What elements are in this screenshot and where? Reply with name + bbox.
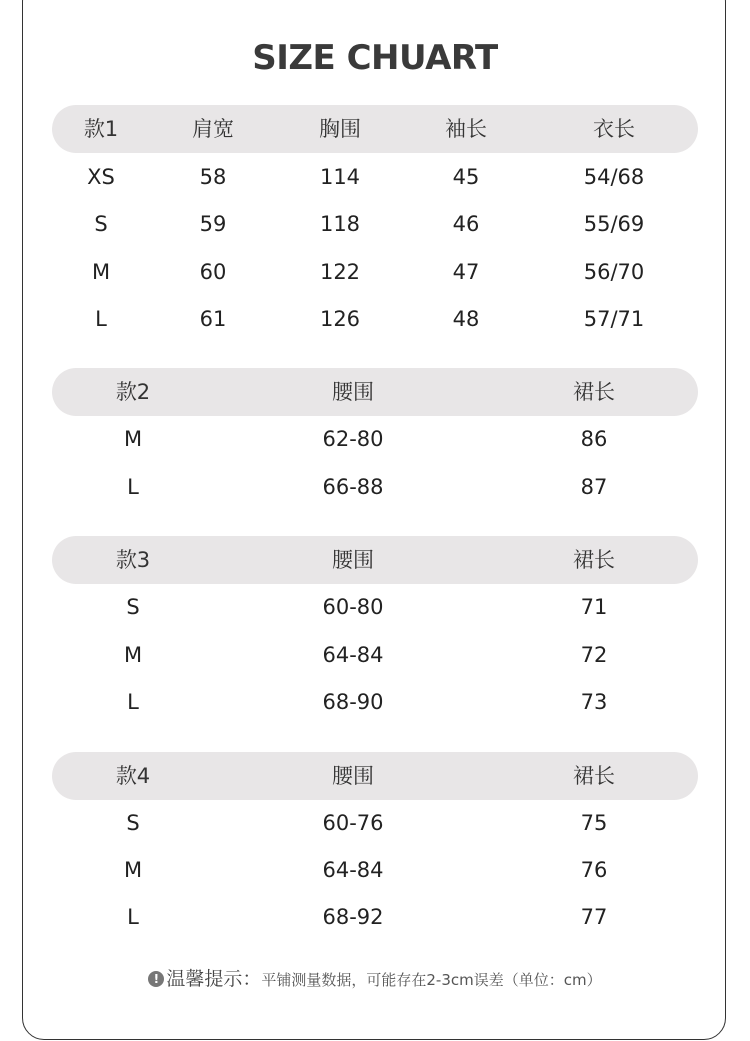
table-cell: 60-80 xyxy=(322,595,384,619)
table-cell: 68-92 xyxy=(322,905,384,929)
header-cell: 款1 xyxy=(83,117,119,141)
header-cell: 腰围 xyxy=(332,380,374,404)
header-cell: 衣长 xyxy=(593,117,635,141)
table-cell: 46 xyxy=(452,212,480,236)
table-cell: S xyxy=(94,212,108,236)
table-cell: M xyxy=(91,260,111,284)
table-cell: 126 xyxy=(319,307,361,331)
table-cell: 77 xyxy=(580,905,608,929)
table-cell: 55/69 xyxy=(583,212,645,236)
table-header-1 xyxy=(52,105,698,153)
header-cell: 款2 xyxy=(115,380,151,404)
header-cell: 腰围 xyxy=(332,764,374,788)
table-cell: 114 xyxy=(319,165,361,189)
table-cell: L xyxy=(127,690,139,714)
table-cell: 118 xyxy=(319,212,361,236)
table-cell: 75 xyxy=(580,811,608,835)
table-cell: 62-80 xyxy=(322,427,384,451)
table-cell: 60-76 xyxy=(322,811,384,835)
exclamation-icon: ! xyxy=(148,971,164,987)
table-cell: 60 xyxy=(199,260,227,284)
measurement-note xyxy=(0,964,750,991)
table-cell: 73 xyxy=(580,690,608,714)
table-cell: 64-84 xyxy=(322,858,384,882)
table-cell: 57/71 xyxy=(583,307,645,331)
table-cell: L xyxy=(95,307,107,331)
table-cell: 66-88 xyxy=(322,475,384,499)
table-cell: 86 xyxy=(580,427,608,451)
header-cell: 裙长 xyxy=(573,380,615,404)
table-cell: 59 xyxy=(199,212,227,236)
table-header-2 xyxy=(52,368,698,416)
table-cell: M xyxy=(123,427,143,451)
header-cell: 款4 xyxy=(115,764,151,788)
table-cell: 54/68 xyxy=(583,165,645,189)
page-title: SIZE CHUART xyxy=(252,38,498,78)
table-cell: 76 xyxy=(580,858,608,882)
table-cell: M xyxy=(123,858,143,882)
table-cell: 72 xyxy=(580,643,608,667)
table-cell: 45 xyxy=(452,165,480,189)
table-cell: 87 xyxy=(580,475,608,499)
header-cell: 裙长 xyxy=(573,548,615,572)
header-cell: 肩宽 xyxy=(192,117,234,141)
table-cell: S xyxy=(126,811,140,835)
table-cell: 71 xyxy=(580,595,608,619)
table-cell: 47 xyxy=(452,260,480,284)
table-cell: 61 xyxy=(199,307,227,331)
note-text: 平铺测量数据，可能存在2-3cm误差（单位：cm） xyxy=(261,971,602,989)
table-cell: 56/70 xyxy=(583,260,645,284)
note-lead: 温馨提示： xyxy=(166,968,262,990)
table-cell: 68-90 xyxy=(322,690,384,714)
table-cell: 64-84 xyxy=(322,643,384,667)
table-header-3 xyxy=(52,536,698,584)
table-cell: XS xyxy=(87,165,115,189)
table-cell: L xyxy=(127,475,139,499)
table-cell: S xyxy=(126,595,140,619)
table-cell: L xyxy=(127,905,139,929)
header-cell: 袖长 xyxy=(445,117,487,141)
table-header-4 xyxy=(52,752,698,800)
table-cell: 58 xyxy=(199,165,227,189)
header-cell: 腰围 xyxy=(332,548,374,572)
header-cell: 胸围 xyxy=(319,117,361,141)
header-cell: 款3 xyxy=(115,548,151,572)
header-cell: 裙长 xyxy=(573,764,615,788)
table-cell: M xyxy=(123,643,143,667)
table-cell: 48 xyxy=(452,307,480,331)
table-cell: 122 xyxy=(319,260,361,284)
